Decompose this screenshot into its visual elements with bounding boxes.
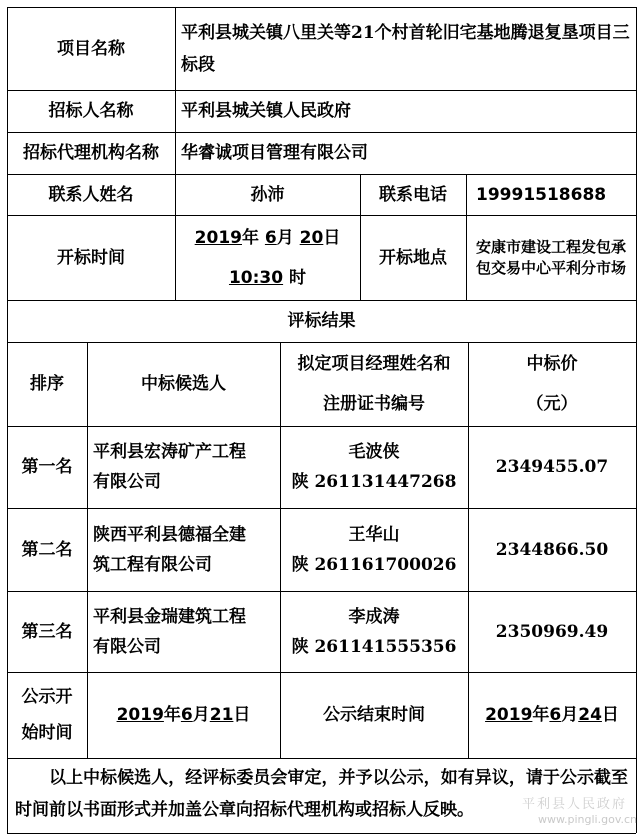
candidate-line1: 平利县金瑞建筑工程 — [93, 606, 246, 627]
publicity-start-date — [87, 672, 280, 758]
time-unit: 时 — [289, 267, 307, 288]
month-unit: 月 — [192, 705, 210, 725]
agency-row — [7, 132, 636, 174]
candidate-line2: 筑工程有限公司 — [93, 554, 212, 575]
agency-value: 华睿诚项目管理有限公司 — [181, 143, 368, 163]
day-unit: 日 — [601, 705, 619, 725]
publicity-end-date — [468, 672, 636, 758]
start-month: 6 — [180, 705, 193, 725]
phone-value: 19991518688 — [476, 184, 607, 205]
day-unit: 日 — [233, 705, 251, 725]
price-cell: 2350969.49 — [495, 621, 609, 642]
publicity-start-label — [7, 672, 87, 758]
opening-month: 6 — [264, 227, 277, 248]
price-cell: 2349455.07 — [495, 457, 609, 477]
publicity-row — [7, 672, 636, 758]
header-price-line1: 中标价 — [526, 354, 578, 374]
start-year: 2019 — [116, 705, 164, 725]
manager-name: 毛波侠 — [348, 442, 400, 462]
publicity-start-label-line2: 始时间 — [21, 723, 73, 743]
project-label: 项目名称 — [57, 38, 125, 59]
manager-cell — [280, 591, 468, 672]
watermark-text: 平利县人民政府 — [521, 797, 627, 812]
day-unit: 日 — [323, 227, 341, 248]
contact-label: 联系人姓名 — [48, 184, 134, 205]
opening-time: 10:30 — [228, 267, 284, 288]
candidate-cell — [87, 508, 280, 591]
opening-day: 20 — [299, 227, 324, 248]
manager-cert: 陕 261161700026 — [291, 554, 457, 575]
month-unit: 月 — [276, 227, 294, 248]
publicity-end-label: 公示结束时间 — [323, 705, 425, 725]
header-manager-line1: 拟定项目经理姓名和 — [297, 354, 451, 374]
header-price-line2: （元） — [526, 394, 578, 414]
opening-datetime — [175, 215, 360, 300]
manager-cert: 陕 261131447268 — [291, 472, 457, 492]
candidate-line2: 有限公司 — [93, 472, 161, 492]
place-value: 安康市建设工程发包承包交易中心平利分市场 — [475, 237, 626, 277]
end-year: 2019 — [485, 705, 533, 725]
opening-row — [7, 215, 636, 300]
rank-cell: 第三名 — [21, 621, 73, 642]
candidate-line2: 有限公司 — [93, 636, 161, 657]
watermark-url[interactable]: www.pingli.gov.cn — [538, 813, 637, 826]
month-unit: 月 — [561, 705, 579, 725]
tenderer-row — [7, 90, 636, 132]
manager-name: 王华山 — [348, 524, 400, 545]
manager-name: 李成涛 — [348, 606, 400, 627]
candidate-cell — [87, 426, 280, 508]
end-month: 6 — [549, 705, 562, 725]
project-row — [7, 7, 636, 90]
tenderer-value: 平利县城关镇人民政府 — [181, 101, 351, 121]
candidate-cell — [87, 591, 280, 672]
publicity-start-label-line1: 公示开 — [21, 687, 73, 707]
contact-row — [7, 174, 636, 215]
header-price — [468, 342, 636, 426]
header-rank: 排序 — [30, 374, 64, 394]
end-day: 24 — [578, 705, 602, 725]
header-candidate: 中标候选人 — [141, 374, 226, 394]
table-row — [7, 591, 636, 672]
year-unit: 年 — [532, 705, 550, 725]
place-label: 开标地点 — [379, 247, 447, 268]
agency-label: 招标代理机构名称 — [23, 143, 159, 163]
table-row — [7, 508, 636, 591]
opening-year: 2019 — [194, 227, 242, 248]
results-title: 评标结果 — [287, 311, 356, 331]
rank-cell: 第一名 — [21, 457, 73, 477]
phone-label: 联系电话 — [379, 184, 447, 205]
start-day: 21 — [209, 705, 234, 725]
candidate-line1: 平利县宏涛矿产工程 — [93, 442, 246, 462]
manager-cell — [280, 508, 468, 591]
year-unit: 年 — [163, 705, 181, 725]
table-row — [7, 426, 636, 508]
results-title-row — [7, 300, 636, 342]
year-unit: 年 — [241, 227, 259, 248]
rank-cell: 第二名 — [21, 539, 73, 560]
contact-name: 孙沛 — [250, 184, 285, 205]
opening-label: 开标时间 — [57, 247, 125, 268]
tenderer-label: 招标人名称 — [48, 101, 134, 121]
candidate-line1: 陕西平利县德福全建 — [93, 524, 246, 545]
header-manager-line2: 注册证书编号 — [323, 394, 425, 414]
results-header-row — [7, 342, 636, 426]
manager-cert: 陕 261141555356 — [291, 636, 457, 657]
notice-text: 以上中标候选人，经评标委员会审定，并予以公示，如有异议，请于公示截至时间前以书面形式并加盖公章向招标代理机构或招标人反映。 — [15, 768, 628, 820]
price-cell: 2344866.50 — [495, 539, 609, 560]
header-manager — [280, 342, 468, 426]
manager-cell — [280, 426, 468, 508]
project-value: 平利县城关镇八里关等21个村首轮旧宅基地腾退复垦项目三标段 — [181, 22, 630, 75]
